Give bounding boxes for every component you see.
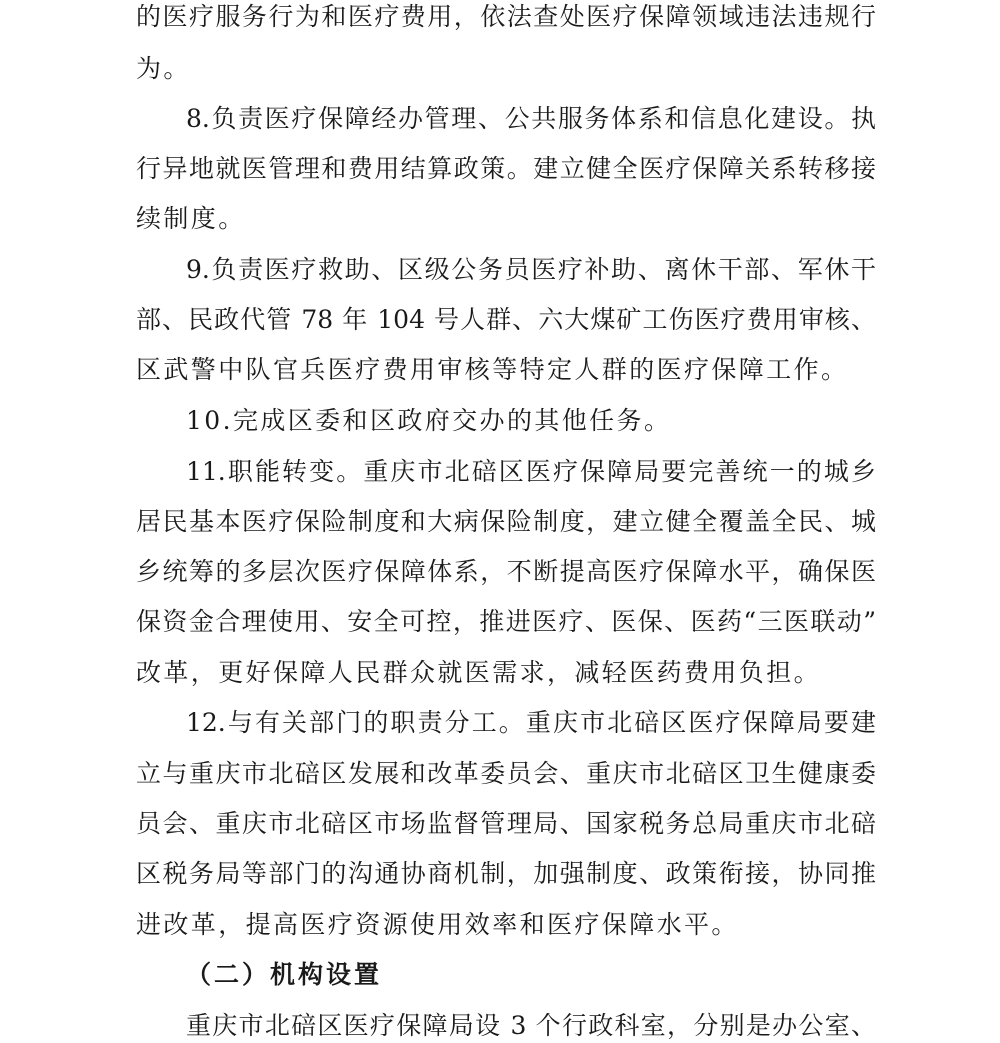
paragraph-line: 部、民政代管 78 年 104 号人群、六大煤矿工伤医疗费用审核、 <box>136 305 876 334</box>
paragraph-line: 进改革，提高医疗资源使用效率和医疗保障水平。 <box>136 910 739 939</box>
paragraph-line: 区武警中队官兵医疗费用审核等特定人群的医疗保障工作。 <box>136 355 849 384</box>
paragraph-line: 为。 <box>136 54 191 83</box>
paragraph-line: 9.负责医疗救助、区级公务员医疗补助、离休干部、军休干 <box>186 255 876 284</box>
paragraph-line: 改革，更好保障人民群众就医需求，减轻医药费用负担。 <box>136 658 822 687</box>
paragraph-line: 重庆市北碚区医疗保障局设 3 个行政科室，分别是办公室、 <box>186 1011 876 1040</box>
paragraph-line: 8.负责医疗保障经办管理、公共服务体系和信息化建设。执 <box>186 104 876 133</box>
paragraph-line: 10.完成区委和区政府交办的其他任务。 <box>186 406 672 435</box>
paragraph-line: 行异地就医管理和费用结算政策。建立健全医疗保障关系转移接 <box>136 154 876 183</box>
paragraph-line: 的医疗服务行为和医疗费用，依法查处医疗保障领域违法违规行 <box>136 2 876 31</box>
paragraph-line: 续制度。 <box>136 204 246 233</box>
paragraph-line: 区税务局等部门的沟通协商机制，加强制度、政策衔接，协同推 <box>136 859 876 888</box>
paragraph-line: 12.与有关部门的职责分工。重庆市北碚区医疗保障局要建 <box>186 708 876 737</box>
paragraph-line: 保资金合理使用、安全可控，推进医疗、医保、医药“三医联动” <box>136 607 876 636</box>
paragraph-line: 11.职能转变。重庆市北碚区医疗保障局要完善统一的城乡 <box>186 457 876 486</box>
paragraph-line: 居民基本医疗保险制度和大病保险制度，建立健全覆盖全民、城 <box>136 507 876 536</box>
paragraph-line: 员会、重庆市北碚区市场监督管理局、国家税务总局重庆市北碚 <box>136 809 876 838</box>
section-heading: （二）机构设置 <box>186 960 383 989</box>
paragraph-line: 立与重庆市北碚区发展和改革委员会、重庆市北碚区卫生健康委 <box>136 759 876 788</box>
paragraph-line: 乡统筹的多层次医疗保障体系，不断提高医疗保障水平，确保医 <box>136 557 876 586</box>
